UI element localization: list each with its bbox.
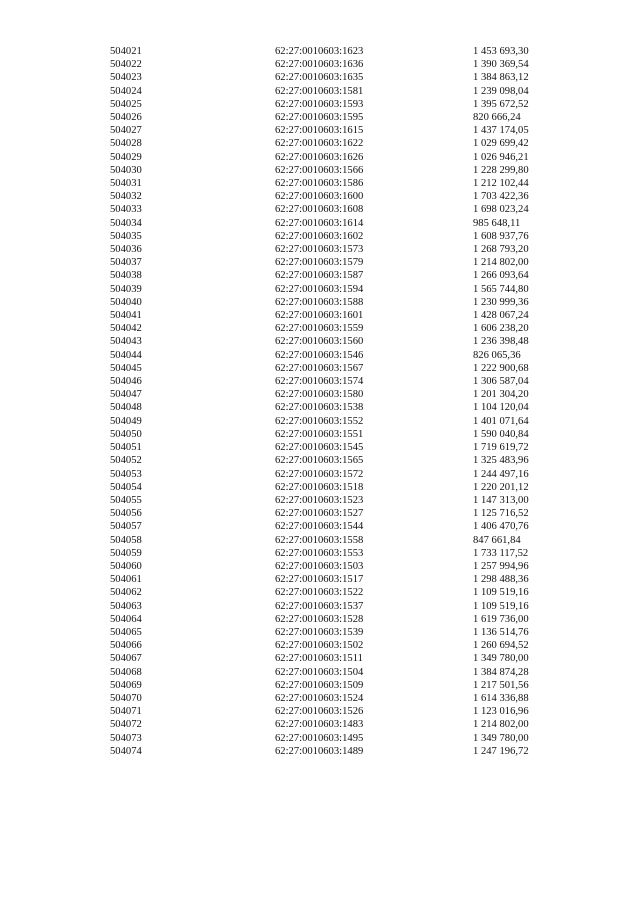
table-row bbox=[110, 705, 550, 718]
row-number-cell: 504070 bbox=[110, 692, 142, 704]
table-row bbox=[110, 98, 550, 111]
cadastral-number-cell: 62:27:0010603:1528 bbox=[275, 613, 364, 625]
table-row bbox=[110, 137, 550, 150]
cadastral-number-cell: 62:27:0010603:1581 bbox=[275, 85, 364, 97]
cadastral-number-cell: 62:27:0010603:1566 bbox=[275, 164, 364, 176]
table-row bbox=[110, 613, 550, 626]
cadastral-number-cell: 62:27:0010603:1574 bbox=[275, 376, 364, 388]
row-number-cell: 504061 bbox=[110, 574, 142, 586]
cadastral-value-cell: 1 236 398,48 bbox=[473, 336, 529, 348]
cadastral-value-cell: 1 719 619,72 bbox=[473, 442, 529, 454]
cadastral-number-cell: 62:27:0010603:1573 bbox=[275, 244, 364, 256]
table-row bbox=[110, 375, 550, 388]
cadastral-value-cell: 1 608 937,76 bbox=[473, 230, 529, 242]
table-row bbox=[110, 111, 550, 124]
table-row bbox=[110, 269, 550, 282]
cadastral-value-cell: 1 123 016,96 bbox=[473, 706, 529, 718]
table-row bbox=[110, 45, 550, 58]
table-row bbox=[110, 732, 550, 745]
table-row bbox=[110, 85, 550, 98]
cadastral-number-cell: 62:27:0010603:1509 bbox=[275, 679, 364, 691]
row-number-cell: 504057 bbox=[110, 521, 142, 533]
cadastral-value-table bbox=[110, 45, 550, 758]
cadastral-value-cell: 1 220 201,12 bbox=[473, 481, 529, 493]
cadastral-value-cell: 1 401 071,64 bbox=[473, 415, 529, 427]
table-row bbox=[110, 349, 550, 362]
table-row bbox=[110, 639, 550, 652]
row-number-cell: 504056 bbox=[110, 508, 142, 520]
table-body bbox=[110, 45, 550, 758]
table-row bbox=[110, 256, 550, 269]
table-row bbox=[110, 547, 550, 560]
cadastral-value-cell: 1 029 699,42 bbox=[473, 138, 529, 150]
row-number-cell: 504067 bbox=[110, 653, 142, 665]
row-number-cell: 504043 bbox=[110, 336, 142, 348]
table-row bbox=[110, 243, 550, 256]
cadastral-number-cell: 62:27:0010603:1537 bbox=[275, 600, 364, 612]
cadastral-number-cell: 62:27:0010603:1483 bbox=[275, 719, 364, 731]
cadastral-value-cell: 820 666,24 bbox=[473, 112, 521, 124]
table-row bbox=[110, 652, 550, 665]
table-row bbox=[110, 362, 550, 375]
cadastral-value-cell: 1 244 497,16 bbox=[473, 468, 529, 480]
row-number-cell: 504068 bbox=[110, 666, 142, 678]
cadastral-value-cell: 1 384 874,28 bbox=[473, 666, 529, 678]
cadastral-number-cell: 62:27:0010603:1545 bbox=[275, 442, 364, 454]
cadastral-number-cell: 62:27:0010603:1551 bbox=[275, 428, 364, 440]
cadastral-value-cell: 1 390 369,54 bbox=[473, 59, 529, 71]
cadastral-number-cell: 62:27:0010603:1580 bbox=[275, 389, 364, 401]
row-number-cell: 504052 bbox=[110, 455, 142, 467]
row-number-cell: 504040 bbox=[110, 296, 142, 308]
table-row bbox=[110, 626, 550, 639]
table-row bbox=[110, 692, 550, 705]
table-row bbox=[110, 586, 550, 599]
cadastral-value-cell: 1 136 514,76 bbox=[473, 626, 529, 638]
table-row bbox=[110, 309, 550, 322]
cadastral-number-cell: 62:27:0010603:1552 bbox=[275, 415, 364, 427]
row-number-cell: 504071 bbox=[110, 706, 142, 718]
table-row bbox=[110, 534, 550, 547]
cadastral-number-cell: 62:27:0010603:1567 bbox=[275, 362, 364, 374]
cadastral-value-cell: 1 239 098,04 bbox=[473, 85, 529, 97]
row-number-cell: 504021 bbox=[110, 46, 142, 57]
cadastral-number-cell: 62:27:0010603:1594 bbox=[275, 283, 364, 295]
table-row bbox=[110, 718, 550, 731]
cadastral-value-cell: 826 065,36 bbox=[473, 349, 521, 361]
row-number-cell: 504031 bbox=[110, 178, 142, 190]
cadastral-number-cell: 62:27:0010603:1579 bbox=[275, 257, 364, 269]
row-number-cell: 504037 bbox=[110, 257, 142, 269]
row-number-cell: 504064 bbox=[110, 613, 142, 625]
row-number-cell: 504042 bbox=[110, 323, 142, 335]
table-row bbox=[110, 217, 550, 230]
cadastral-number-cell: 62:27:0010603:1489 bbox=[275, 745, 364, 757]
row-number-cell: 504034 bbox=[110, 217, 142, 229]
row-number-cell: 504032 bbox=[110, 191, 142, 203]
cadastral-value-cell: 1 453 693,30 bbox=[473, 46, 529, 57]
cadastral-value-cell: 1 214 802,00 bbox=[473, 719, 529, 731]
table-row bbox=[110, 560, 550, 573]
cadastral-value-cell: 1 228 299,80 bbox=[473, 164, 529, 176]
cadastral-value-cell: 1 384 863,12 bbox=[473, 72, 529, 84]
cadastral-number-cell: 62:27:0010603:1588 bbox=[275, 296, 364, 308]
cadastral-number-cell: 62:27:0010603:1558 bbox=[275, 534, 364, 546]
cadastral-number-cell: 62:27:0010603:1600 bbox=[275, 191, 364, 203]
cadastral-value-cell: 1 406 470,76 bbox=[473, 521, 529, 533]
cadastral-value-cell: 1 606 238,20 bbox=[473, 323, 529, 335]
table-row bbox=[110, 745, 550, 758]
row-number-cell: 504033 bbox=[110, 204, 142, 216]
cadastral-number-cell: 62:27:0010603:1523 bbox=[275, 494, 364, 506]
row-number-cell: 504025 bbox=[110, 98, 142, 110]
row-number-cell: 504074 bbox=[110, 745, 142, 757]
cadastral-number-cell: 62:27:0010603:1527 bbox=[275, 508, 364, 520]
cadastral-value-cell: 1 266 093,64 bbox=[473, 270, 529, 282]
cadastral-value-cell: 1 147 313,00 bbox=[473, 494, 529, 506]
cadastral-value-cell: 1 614 336,88 bbox=[473, 692, 529, 704]
cadastral-value-cell: 1 222 900,68 bbox=[473, 362, 529, 374]
table-row bbox=[110, 679, 550, 692]
cadastral-number-cell: 62:27:0010603:1526 bbox=[275, 706, 364, 718]
row-number-cell: 504055 bbox=[110, 494, 142, 506]
cadastral-value-cell: 1 349 780,00 bbox=[473, 653, 529, 665]
row-number-cell: 504050 bbox=[110, 428, 142, 440]
table-row bbox=[110, 520, 550, 533]
row-number-cell: 504023 bbox=[110, 72, 142, 84]
table-row bbox=[110, 151, 550, 164]
cadastral-number-cell: 62:27:0010603:1518 bbox=[275, 481, 364, 493]
row-number-cell: 504065 bbox=[110, 626, 142, 638]
row-number-cell: 504022 bbox=[110, 59, 142, 71]
cadastral-number-cell: 62:27:0010603:1586 bbox=[275, 178, 364, 190]
cadastral-number-cell: 62:27:0010603:1565 bbox=[275, 455, 364, 467]
cadastral-value-cell: 1 619 736,00 bbox=[473, 613, 529, 625]
row-number-cell: 504028 bbox=[110, 138, 142, 150]
row-number-cell: 504039 bbox=[110, 283, 142, 295]
row-number-cell: 504041 bbox=[110, 310, 142, 322]
row-number-cell: 504063 bbox=[110, 600, 142, 612]
row-number-cell: 504059 bbox=[110, 547, 142, 559]
table-row bbox=[110, 124, 550, 137]
cadastral-value-cell: 1 268 793,20 bbox=[473, 244, 529, 256]
cadastral-number-cell: 62:27:0010603:1517 bbox=[275, 574, 364, 586]
row-number-cell: 504060 bbox=[110, 560, 142, 572]
cadastral-value-cell: 1 109 519,16 bbox=[473, 600, 529, 612]
table-row bbox=[110, 283, 550, 296]
cadastral-value-cell: 1 217 501,56 bbox=[473, 679, 529, 691]
cadastral-value-cell: 847 661,84 bbox=[473, 534, 521, 546]
table-row bbox=[110, 573, 550, 586]
cadastral-number-cell: 62:27:0010603:1539 bbox=[275, 626, 364, 638]
table-row bbox=[110, 507, 550, 520]
cadastral-value-cell: 1 325 483,96 bbox=[473, 455, 529, 467]
cadastral-value-cell: 1 212 102,44 bbox=[473, 178, 529, 190]
cadastral-value-cell: 1 214 802,00 bbox=[473, 257, 529, 269]
table-row bbox=[110, 388, 550, 401]
cadastral-number-cell: 62:27:0010603:1635 bbox=[275, 72, 364, 84]
cadastral-number-cell: 62:27:0010603:1503 bbox=[275, 560, 364, 572]
cadastral-value-cell: 985 648,11 bbox=[473, 217, 521, 229]
cadastral-number-cell: 62:27:0010603:1587 bbox=[275, 270, 364, 282]
table-row bbox=[110, 401, 550, 414]
table-row bbox=[110, 177, 550, 190]
cadastral-value-cell: 1 230 999,36 bbox=[473, 296, 529, 308]
cadastral-value-cell: 1 395 672,52 bbox=[473, 98, 529, 110]
row-number-cell: 504030 bbox=[110, 164, 142, 176]
cadastral-number-cell: 62:27:0010603:1546 bbox=[275, 349, 364, 361]
table-row bbox=[110, 58, 550, 71]
cadastral-number-cell: 62:27:0010603:1524 bbox=[275, 692, 364, 704]
cadastral-value-cell: 1 109 519,16 bbox=[473, 587, 529, 599]
row-number-cell: 504054 bbox=[110, 481, 142, 493]
table-row bbox=[110, 666, 550, 679]
cadastral-value-cell: 1 590 040,84 bbox=[473, 428, 529, 440]
table-row bbox=[110, 600, 550, 613]
cadastral-value-cell: 1 349 780,00 bbox=[473, 732, 529, 744]
cadastral-value-cell: 1 104 120,04 bbox=[473, 402, 529, 414]
cadastral-value-cell: 1 306 587,04 bbox=[473, 376, 529, 388]
row-number-cell: 504062 bbox=[110, 587, 142, 599]
table-row bbox=[110, 441, 550, 454]
cadastral-value-cell: 1 260 694,52 bbox=[473, 640, 529, 652]
cadastral-number-cell: 62:27:0010603:1544 bbox=[275, 521, 364, 533]
row-number-cell: 504049 bbox=[110, 415, 142, 427]
table-row bbox=[110, 203, 550, 216]
cadastral-number-cell: 62:27:0010603:1538 bbox=[275, 402, 364, 414]
table-row bbox=[110, 190, 550, 203]
cadastral-number-cell: 62:27:0010603:1522 bbox=[275, 587, 364, 599]
table-row bbox=[110, 335, 550, 348]
row-number-cell: 504024 bbox=[110, 85, 142, 97]
cadastral-value-cell: 1 703 422,36 bbox=[473, 191, 529, 203]
cadastral-value-cell: 1 298 488,36 bbox=[473, 574, 529, 586]
cadastral-number-cell: 62:27:0010603:1636 bbox=[275, 59, 364, 71]
cadastral-number-cell: 62:27:0010603:1572 bbox=[275, 468, 364, 480]
row-number-cell: 504051 bbox=[110, 442, 142, 454]
table-row bbox=[110, 322, 550, 335]
cadastral-number-cell: 62:27:0010603:1602 bbox=[275, 230, 364, 242]
row-number-cell: 504026 bbox=[110, 112, 142, 124]
cadastral-value-cell: 1 026 946,21 bbox=[473, 151, 529, 163]
cadastral-number-cell: 62:27:0010603:1615 bbox=[275, 125, 364, 137]
cadastral-number-cell: 62:27:0010603:1504 bbox=[275, 666, 364, 678]
cadastral-value-cell: 1 201 304,20 bbox=[473, 389, 529, 401]
row-number-cell: 504045 bbox=[110, 362, 142, 374]
cadastral-value-cell: 1 437 174,05 bbox=[473, 125, 529, 137]
table-row bbox=[110, 296, 550, 309]
row-number-cell: 504072 bbox=[110, 719, 142, 731]
cadastral-number-cell: 62:27:0010603:1553 bbox=[275, 547, 364, 559]
table-row bbox=[110, 468, 550, 481]
row-number-cell: 504038 bbox=[110, 270, 142, 282]
table-row bbox=[110, 428, 550, 441]
cadastral-value-cell: 1 257 994,96 bbox=[473, 560, 529, 572]
table-row bbox=[110, 71, 550, 84]
row-number-cell: 504066 bbox=[110, 640, 142, 652]
cadastral-number-cell: 62:27:0010603:1622 bbox=[275, 138, 364, 150]
row-number-cell: 504044 bbox=[110, 349, 142, 361]
row-number-cell: 504036 bbox=[110, 244, 142, 256]
table-row bbox=[110, 454, 550, 467]
cadastral-number-cell: 62:27:0010603:1502 bbox=[275, 640, 364, 652]
row-number-cell: 504069 bbox=[110, 679, 142, 691]
row-number-cell: 504047 bbox=[110, 389, 142, 401]
cadastral-value-cell: 1 125 716,52 bbox=[473, 508, 529, 520]
cadastral-value-cell: 1 698 023,24 bbox=[473, 204, 529, 216]
cadastral-number-cell: 62:27:0010603:1593 bbox=[275, 98, 364, 110]
table-row bbox=[110, 415, 550, 428]
cadastral-number-cell: 62:27:0010603:1608 bbox=[275, 204, 364, 216]
row-number-cell: 504046 bbox=[110, 376, 142, 388]
row-number-cell: 504048 bbox=[110, 402, 142, 414]
row-number-cell: 504035 bbox=[110, 230, 142, 242]
cadastral-value-cell: 1 733 117,52 bbox=[473, 547, 529, 559]
cadastral-number-cell: 62:27:0010603:1595 bbox=[275, 112, 364, 124]
table-row bbox=[110, 230, 550, 243]
table-row bbox=[110, 481, 550, 494]
cadastral-number-cell: 62:27:0010603:1601 bbox=[275, 310, 364, 322]
cadastral-number-cell: 62:27:0010603:1559 bbox=[275, 323, 364, 335]
table-row bbox=[110, 494, 550, 507]
cadastral-value-cell: 1 565 744,80 bbox=[473, 283, 529, 295]
cadastral-number-cell: 62:27:0010603:1626 bbox=[275, 151, 364, 163]
cadastral-number-cell: 62:27:0010603:1614 bbox=[275, 217, 364, 229]
cadastral-number-cell: 62:27:0010603:1560 bbox=[275, 336, 364, 348]
cadastral-value-cell: 1 428 067,24 bbox=[473, 310, 529, 322]
cadastral-value-cell: 1 247 196,72 bbox=[473, 745, 529, 757]
row-number-cell: 504027 bbox=[110, 125, 142, 137]
cadastral-number-cell: 62:27:0010603:1511 bbox=[275, 653, 363, 665]
row-number-cell: 504073 bbox=[110, 732, 142, 744]
row-number-cell: 504053 bbox=[110, 468, 142, 480]
table-row bbox=[110, 164, 550, 177]
cadastral-number-cell: 62:27:0010603:1495 bbox=[275, 732, 364, 744]
row-number-cell: 504058 bbox=[110, 534, 142, 546]
row-number-cell: 504029 bbox=[110, 151, 142, 163]
cadastral-number-cell: 62:27:0010603:1623 bbox=[275, 46, 364, 57]
